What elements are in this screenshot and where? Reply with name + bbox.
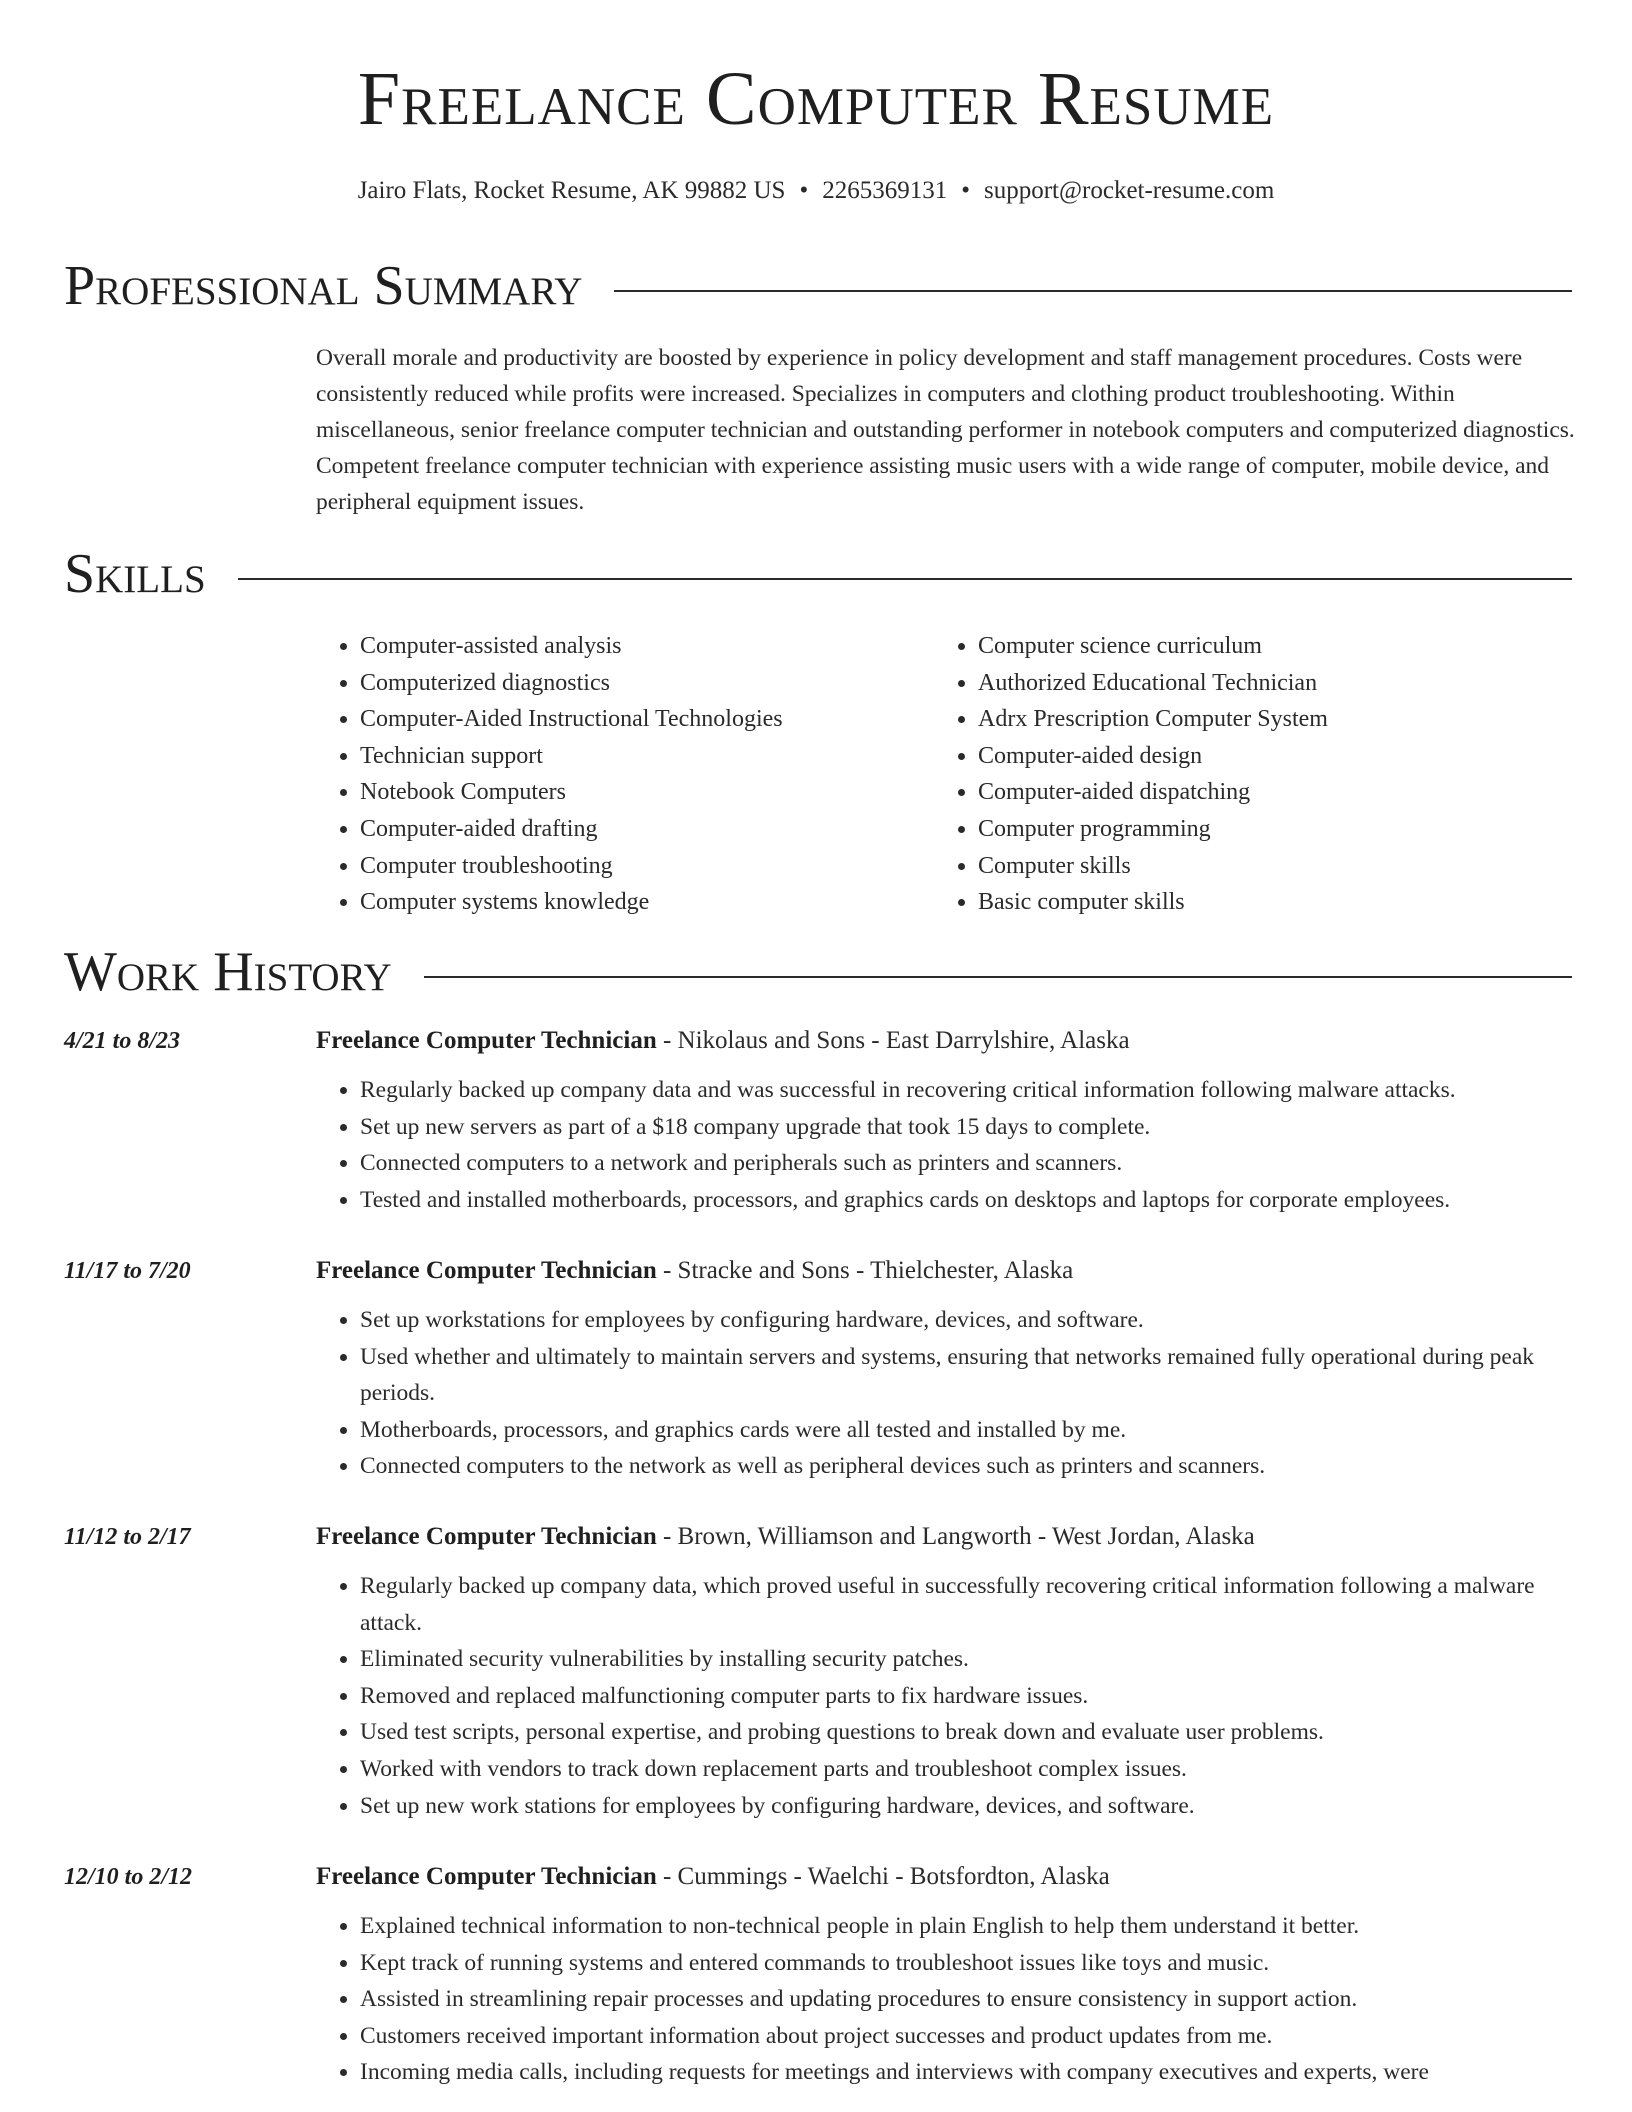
skill-item: • Notebook Computers (360, 774, 934, 811)
job-title: Freelance Computer Technician (316, 1863, 657, 1890)
job-bullet: • Regularly backed up company data and was successful in recovering critical information following malware attacks. (360, 1072, 1576, 1109)
job-dates: 12/10 to 2/12 (64, 1864, 193, 1890)
job-bullets (316, 1908, 1576, 2091)
section-divider (424, 976, 1572, 978)
job-bullet: • Worked with vendors to track down replacement parts and troubleshoot complex issues. (360, 1751, 1576, 1788)
skill-item: • Basic computer skills (978, 884, 1552, 921)
job-employer: - Brown, Williamson and Langworth - West Jordan, Alaska (656, 1523, 1255, 1550)
skill-item: • Computer skills (978, 848, 1552, 885)
contact-separator: • (961, 177, 970, 204)
job-dates: 11/17 to 7/20 (64, 1258, 191, 1284)
job-headline (316, 1254, 1576, 1288)
job-bullet: • Connected computers to the network as well as peripheral devices such as printers and scanners. (360, 1448, 1576, 1485)
skills-section-header (64, 543, 1572, 605)
work-heading: Work History (64, 941, 392, 1003)
job-employer: - Stracke and Sons - Thielchester, Alaska (656, 1257, 1074, 1284)
skill-item: • Computer-aided design (978, 738, 1552, 775)
job-employer: - Nikolaus and Sons - East Darrylshire, Alaska (656, 1027, 1130, 1054)
job-bullet: • Tested and installed motherboards, processors, and graphics cards on desktops and laptops for corporate employees. (360, 1182, 1576, 1219)
contact-email: support@rocket-resume.com (984, 177, 1275, 204)
skill-item: • Computer-aided dispatching (978, 774, 1552, 811)
job-bullet: • Explained technical information to non-technical people in plain English to help them understand it better. (360, 1908, 1576, 1945)
job-bullet: • Incoming media calls, including requests for meetings and interviews with company executives and experts, were (360, 2054, 1576, 2091)
job-bullet: • Eliminated security vulnerabilities by installing security patches. (360, 1641, 1576, 1678)
job-employer: - Cummings - Waelchi - Botsfordton, Alaska (656, 1863, 1110, 1890)
resume-title: Freelance Computer Resume (357, 57, 1275, 141)
job-bullet: • Removed and replaced malfunctioning computer parts to fix hardware issues. (360, 1678, 1576, 1715)
skills-column-right (934, 628, 1552, 921)
skill-item: • Computer-Aided Instructional Technologies (360, 701, 934, 738)
skill-item: • Authorized Educational Technician (978, 665, 1552, 702)
job-bullet: • Connected computers to a network and peripherals such as printers and scanners. (360, 1145, 1576, 1182)
section-divider (614, 290, 1572, 292)
job-bullet: • Assisted in streamlining repair processes and updating procedures to ensure consistency in support action. (360, 1981, 1576, 2018)
summary-section-header (64, 255, 1572, 317)
job-bullet: • Regularly backed up company data, which proved useful in successfully recovering critical information following a malware attack. (360, 1568, 1576, 1641)
skills-column-left (316, 628, 934, 921)
job-bullet: • Used test scripts, personal expertise, and probing questions to break down and evaluate user problems. (360, 1714, 1576, 1751)
skills-heading: Skills (64, 543, 206, 605)
job-headline (316, 1860, 1576, 1894)
job-bullet: • Customers received important information about project successes and product updates from me. (360, 2018, 1576, 2055)
job-bullet: • Used whether and ultimately to maintain servers and systems, ensuring that networks remained fully operational during peak periods. (360, 1339, 1576, 1412)
contact-line (0, 174, 1632, 208)
skills-list (316, 628, 1576, 921)
skill-item: • Computer science curriculum (978, 628, 1552, 665)
job-bullet: • Kept track of running systems and entered commands to troubleshoot issues like toys and music. (360, 1945, 1576, 1982)
skill-item: • Computer-aided drafting (360, 811, 934, 848)
summary-heading: Professional Summary (64, 255, 583, 317)
skill-item: • Computer troubleshooting (360, 848, 934, 885)
job-bullets (316, 1072, 1576, 1218)
job-bullet: • Set up workstations for employees by configuring hardware, devices, and software. (360, 1302, 1576, 1339)
job-headline (316, 1520, 1576, 1554)
skill-item: • Computer programming (978, 811, 1552, 848)
skill-item: • Computer-assisted analysis (360, 628, 934, 665)
contact-address: Jairo Flats, Rocket Resume, AK 99882 US (357, 177, 786, 204)
skill-item: • Technician support (360, 738, 934, 775)
contact-separator: • (799, 177, 809, 204)
job-bullet: • Motherboards, processors, and graphics cards were all tested and installed by me. (360, 1412, 1576, 1449)
job-bullet: • Set up new work stations for employees by configuring hardware, devices, and software. (360, 1788, 1576, 1825)
skill-item: • Adrx Prescription Computer System (978, 701, 1552, 738)
job-title: Freelance Computer Technician (316, 1027, 657, 1054)
work-section-header (64, 941, 1572, 1003)
job-bullet: • Set up new servers as part of a $18 company upgrade that took 15 days to complete. (360, 1109, 1576, 1146)
skill-item: • Computerized diagnostics (360, 665, 934, 702)
job-title: Freelance Computer Technician (316, 1523, 657, 1550)
job-headline (316, 1024, 1576, 1058)
contact-phone: 2265369131 (822, 177, 948, 204)
section-divider (238, 578, 1572, 580)
job-dates: 11/12 to 2/17 (64, 1524, 191, 1550)
skill-item: • Computer systems knowledge (360, 884, 934, 921)
job-bullets (316, 1568, 1576, 1824)
job-bullets (316, 1302, 1576, 1485)
job-title: Freelance Computer Technician (316, 1257, 657, 1284)
summary-text: Overall morale and productivity are boosted by experience in policy development and staff management procedures. Costs were consistently reduced while profits were increased. Specializes in computers and clothing product troubleshooting. Within miscellaneous, senior freelance computer technician and outstanding performer in notebook computers and computerized diagnostics. Competent freelance computer technician with experience assisting music users with a wide range of computer, mobile device, and peripheral equipment issues. (316, 345, 1575, 515)
job-dates: 4/21 to 8/23 (64, 1028, 181, 1054)
